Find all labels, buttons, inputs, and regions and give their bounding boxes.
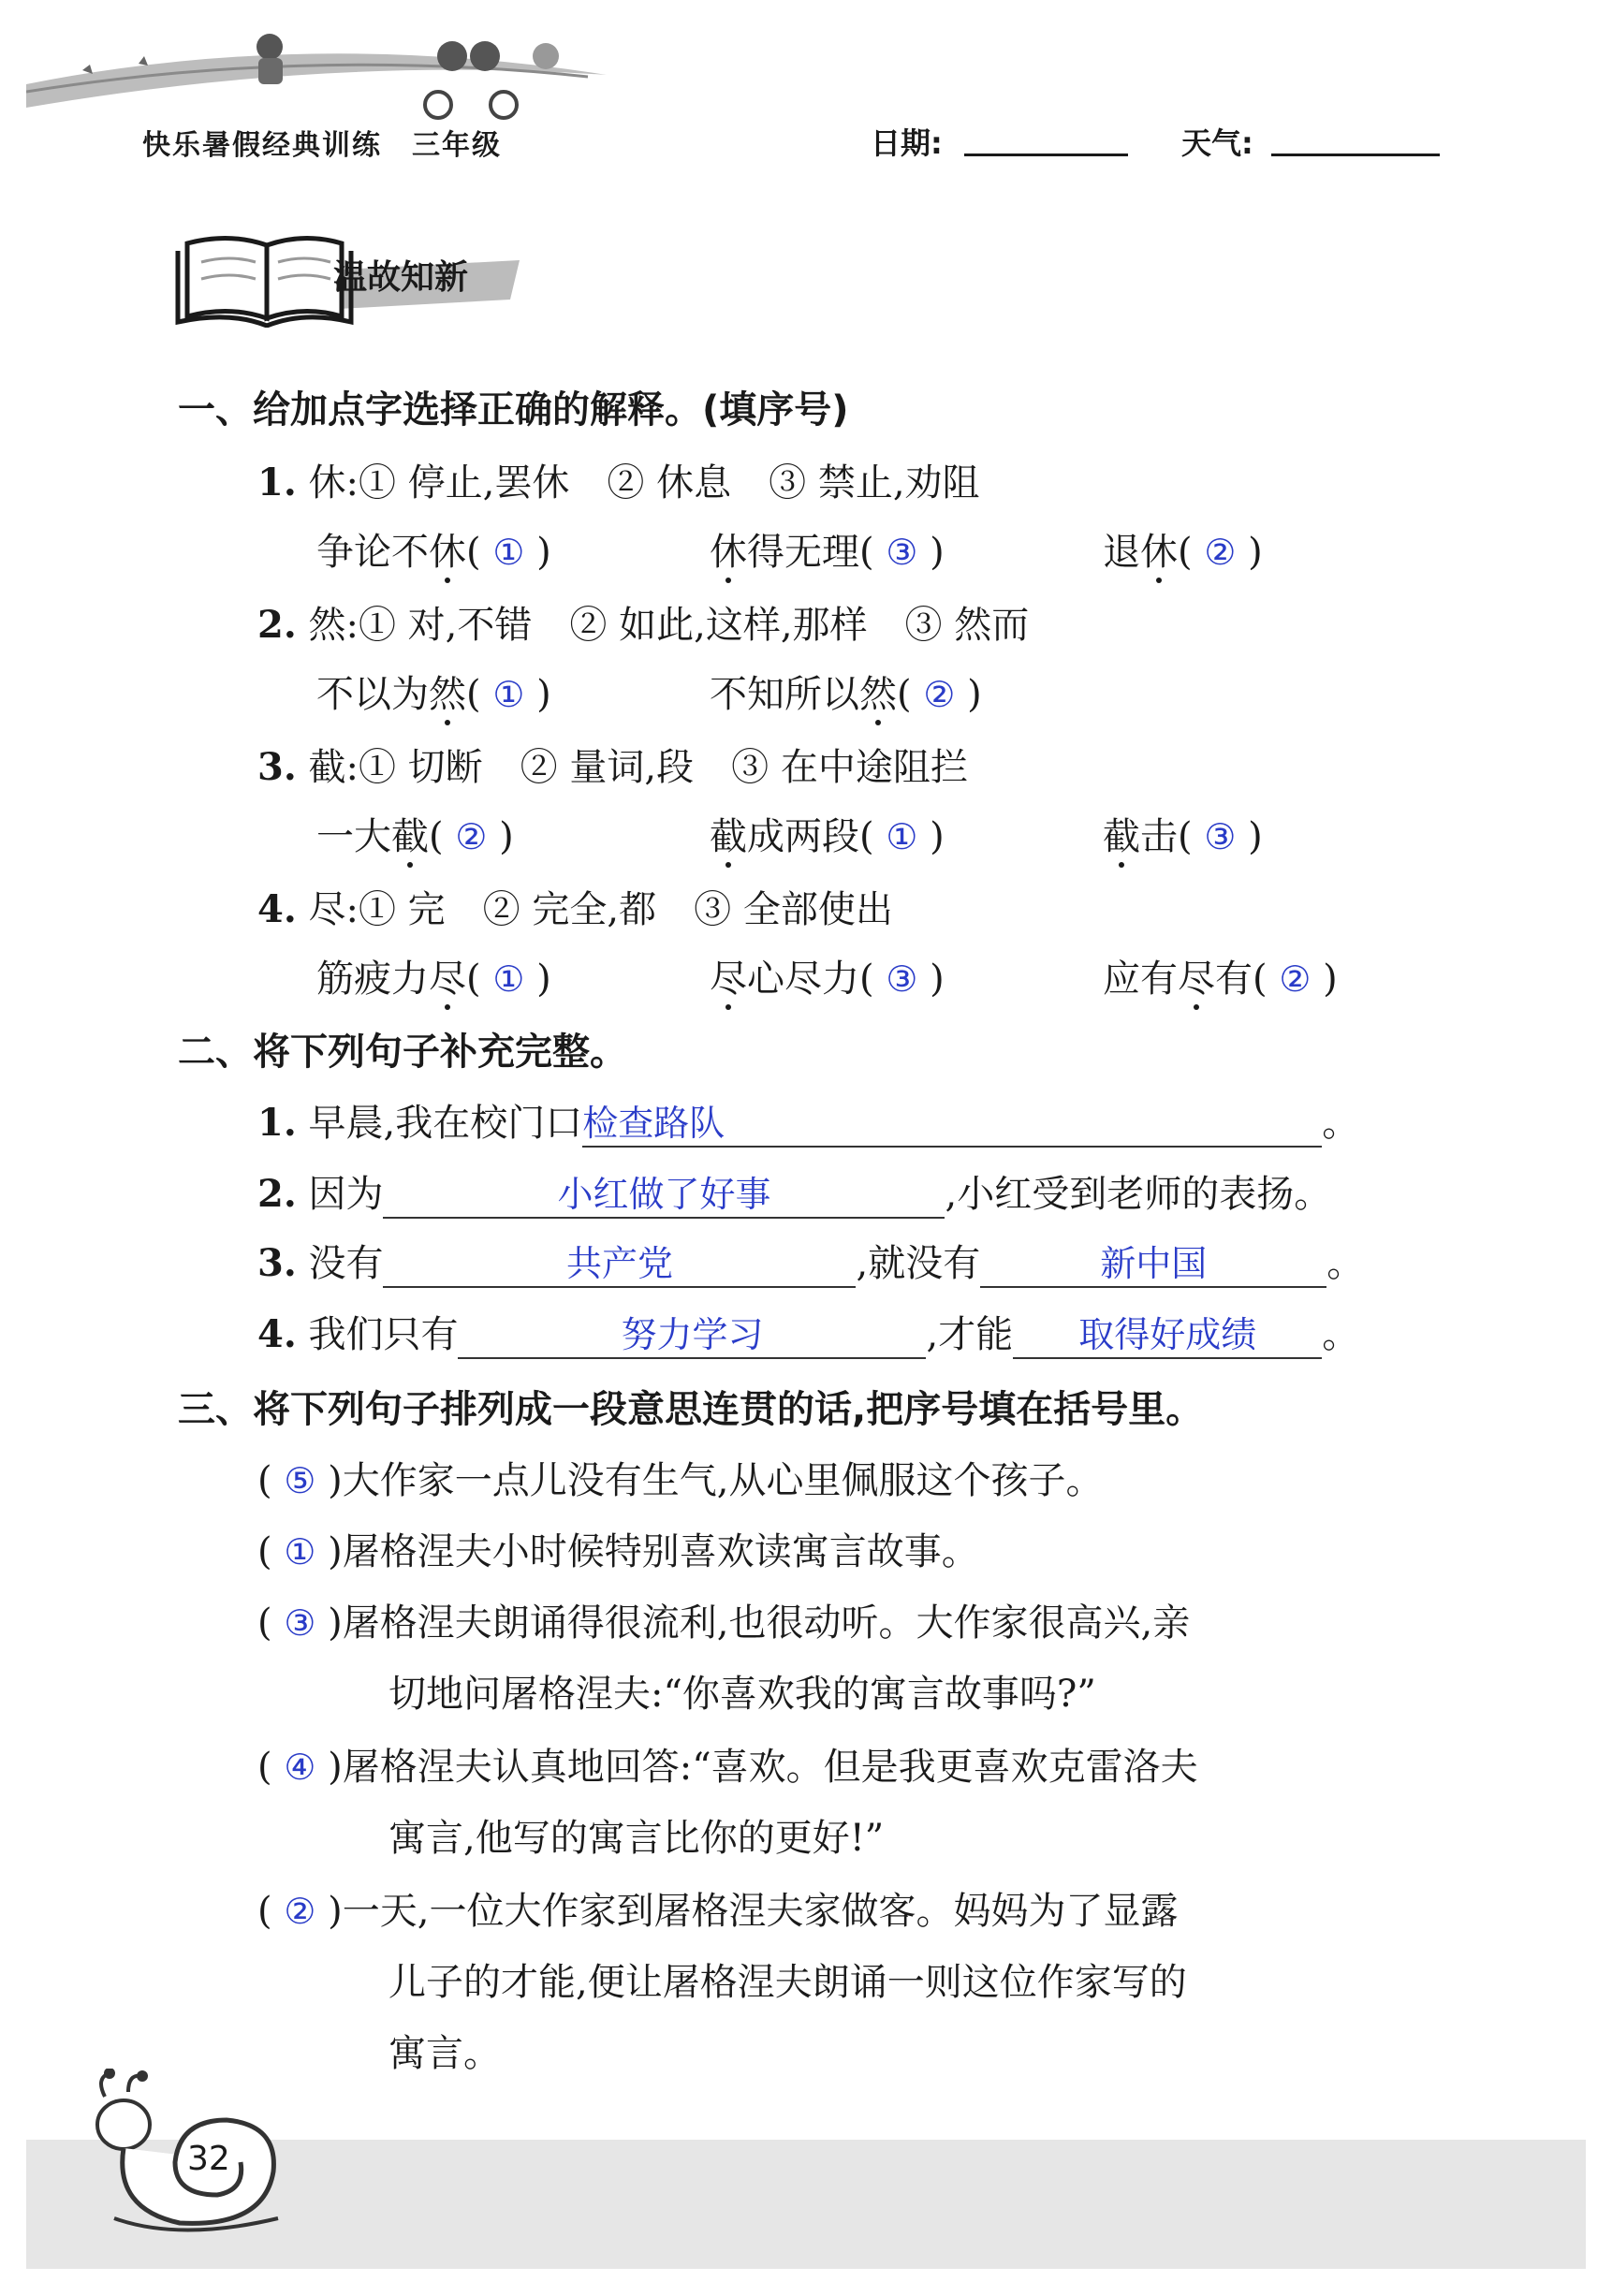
answer: ① [886, 816, 918, 857]
word-blank[interactable]: 应有尽有( ② ) [1103, 958, 1338, 1001]
fill-blank[interactable] [458, 1306, 926, 1359]
answer: 取得好成绩 [1078, 1314, 1257, 1355]
sentence-3: 3. 没有 共产党 ,就没有 新中国 。 [257, 1234, 1364, 1288]
question-3-title: 三、将下列句子排列成一段意思连贯的话,把序号填在括号里。 [178, 1388, 1204, 1431]
word-blank[interactable]: 争论不休( ① ) [316, 531, 551, 574]
answer: ② [923, 674, 956, 715]
item-number: 1. [257, 461, 297, 505]
answer: 努力学习 [621, 1314, 764, 1355]
word-blank[interactable]: 截成两段( ① ) [710, 815, 945, 858]
definitions: 尽:① 完 ② 完全,都 ③ 全部使出 [308, 888, 893, 931]
fill-blank[interactable] [383, 1235, 856, 1288]
snail-icon [86, 2069, 283, 2246]
word-blank[interactable]: 尽心尽力( ③ ) [710, 958, 945, 1001]
answer: 共产党 [565, 1243, 673, 1284]
date-label: 日期: [871, 125, 943, 161]
fill-blank[interactable] [383, 1165, 945, 1219]
word-blank[interactable]: 筋疲力尽( ① ) [316, 958, 551, 1001]
definitions: 休:① 停止,罢休 ② 休息 ③ 禁止,劝阻 [308, 461, 980, 505]
section-title: 温故知新 [333, 258, 469, 297]
fill-blank[interactable] [1013, 1306, 1322, 1359]
answer: 小红做了好事 [557, 1174, 771, 1215]
answer: ② [455, 816, 488, 857]
question-1-title: 一、给加点字选择正确的解释。(填序号) [178, 388, 849, 431]
item-number: 4. [257, 887, 297, 931]
fill-blank[interactable] [582, 1094, 1322, 1148]
answer: 新中国 [1100, 1243, 1208, 1284]
order-answer[interactable]: ③ [284, 1602, 316, 1644]
definitions: 然:① 对,不错 ② 如此,这样,那样 ③ 然而 [308, 604, 1030, 647]
word-blank[interactable]: 一大截( ② ) [316, 815, 514, 858]
sentence-2: 2. 因为 小红做了好事 ,小红受到老师的表扬。 [257, 1164, 1331, 1219]
item-number: 2. [257, 603, 297, 647]
order-answer[interactable]: ① [284, 1531, 316, 1572]
answer: ② [1204, 532, 1237, 573]
order-answer[interactable]: ⑤ [284, 1460, 316, 1501]
answer: ③ [886, 532, 918, 573]
answer: ③ [1204, 816, 1237, 857]
order-answer[interactable]: ④ [284, 1747, 316, 1788]
sentence-4: 4. 我们只有 努力学习 ,才能 取得好成绩 。 [257, 1305, 1359, 1359]
answer: 检查路队 [582, 1103, 725, 1144]
word-blank[interactable]: 不以为然( ① ) [316, 673, 551, 716]
definitions: 截:① 切断 ② 量词,段 ③ 在中途阻拦 [308, 746, 968, 789]
fill-blank[interactable] [980, 1235, 1326, 1288]
word-blank[interactable]: 截击( ③ ) [1103, 815, 1263, 858]
word-blank[interactable]: 休得无理( ③ ) [710, 531, 945, 574]
sentence-1: 1. 早晨,我在校门口检查路队 。 [257, 1093, 1359, 1148]
answer: ① [492, 674, 525, 715]
word-blank[interactable]: 退休( ② ) [1103, 531, 1263, 574]
page-number: 32 [187, 2140, 230, 2178]
item-number: 3. [257, 745, 297, 789]
word-blank[interactable]: 不知所以然( ② ) [710, 673, 982, 716]
weather-label: 天气: [1181, 125, 1253, 161]
answer: ② [1279, 958, 1312, 1000]
answer: ③ [886, 958, 918, 1000]
date-blank[interactable] [964, 154, 1128, 156]
answer: ① [492, 958, 525, 1000]
question-2-title: 二、将下列句子补充完整。 [178, 1031, 627, 1074]
answer: ① [492, 532, 525, 573]
header-illustration [26, 19, 607, 122]
order-answer[interactable]: ② [284, 1891, 316, 1932]
weather-blank[interactable] [1271, 154, 1440, 156]
book-title: 快乐暑假经典训练 三年级 [142, 129, 502, 162]
